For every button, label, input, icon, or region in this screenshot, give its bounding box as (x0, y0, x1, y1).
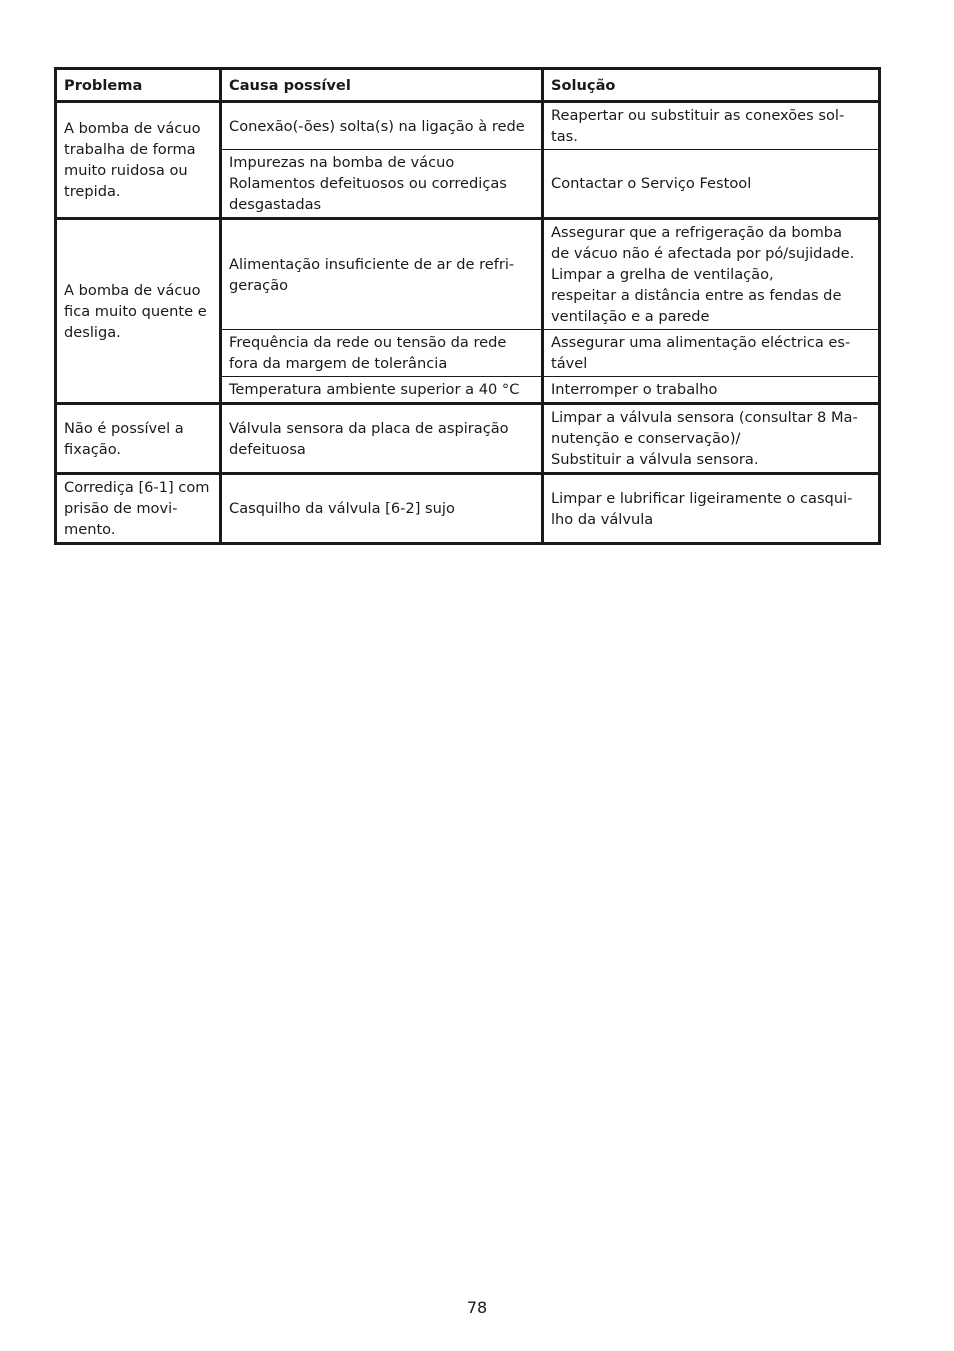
problem-cell: Corrediça [6-1] com prisão de movi- mento. (56, 474, 221, 544)
cause-cell: Frequência da rede ou tensão da rede fora da margem de tolerância (221, 330, 543, 377)
problem-group (56, 474, 880, 544)
solution-cell: Reapertar ou substituir as conexões sol- tas. (543, 102, 880, 150)
page-number: 78 (466, 1298, 488, 1317)
header-row (56, 69, 880, 102)
solution-cell: Limpar a válvula sensora (consultar 8 Ma- nutenção e conservação)/ Substituir a válvula sensora. (543, 404, 880, 474)
cause-cell: Casquilho da válvula [6-2] sujo (221, 474, 543, 544)
problem-cell: Não é possível a fixação. (56, 404, 221, 474)
cause-cell: Impurezas na bomba de vácuo Rolamentos defeituosos ou corrediças desgastadas (221, 150, 543, 219)
header-problema: Problema (56, 69, 221, 102)
problem-cell: A bomba de vácuo fica muito quente e desliga. (56, 219, 221, 404)
table-header (56, 69, 880, 102)
problem-group (56, 404, 880, 474)
troubleshooting-table (54, 67, 881, 545)
table-row (56, 102, 880, 150)
solution-cell: Contactar o Serviço Festool (543, 150, 880, 219)
problem-group (56, 219, 880, 404)
solution-cell: Assegurar uma alimentação eléctrica es- tável (543, 330, 880, 377)
header-causa: Causa possível (221, 69, 543, 102)
table-row (56, 474, 880, 544)
solution-cell: Assegurar que a refrigeração da bomba de vácuo não é afectada por pó/sujidade. Limpar a grelha de ventilação, respeitar a distância entre as fendas de ventilação e a parede (543, 219, 880, 330)
solution-cell: Limpar e lubrificar ligeiramente o casqui- lho da válvula (543, 474, 880, 544)
cause-cell: Conexão(-ões) solta(s) na ligação à rede (221, 102, 543, 150)
solution-cell: Interromper o trabalho (543, 377, 880, 404)
problem-group (56, 102, 880, 219)
cause-cell: Válvula sensora da placa de aspiração defeituosa (221, 404, 543, 474)
problem-cell: A bomba de vácuo trabalha de forma muito ruidosa ou trepida. (56, 102, 221, 219)
header-solucao: Solução (543, 69, 880, 102)
table-row (56, 219, 880, 330)
table-row (56, 404, 880, 474)
cause-cell: Alimentação insuficiente de ar de refri- geração (221, 219, 543, 330)
cause-cell: Temperatura ambiente superior a 40 °C (221, 377, 543, 404)
